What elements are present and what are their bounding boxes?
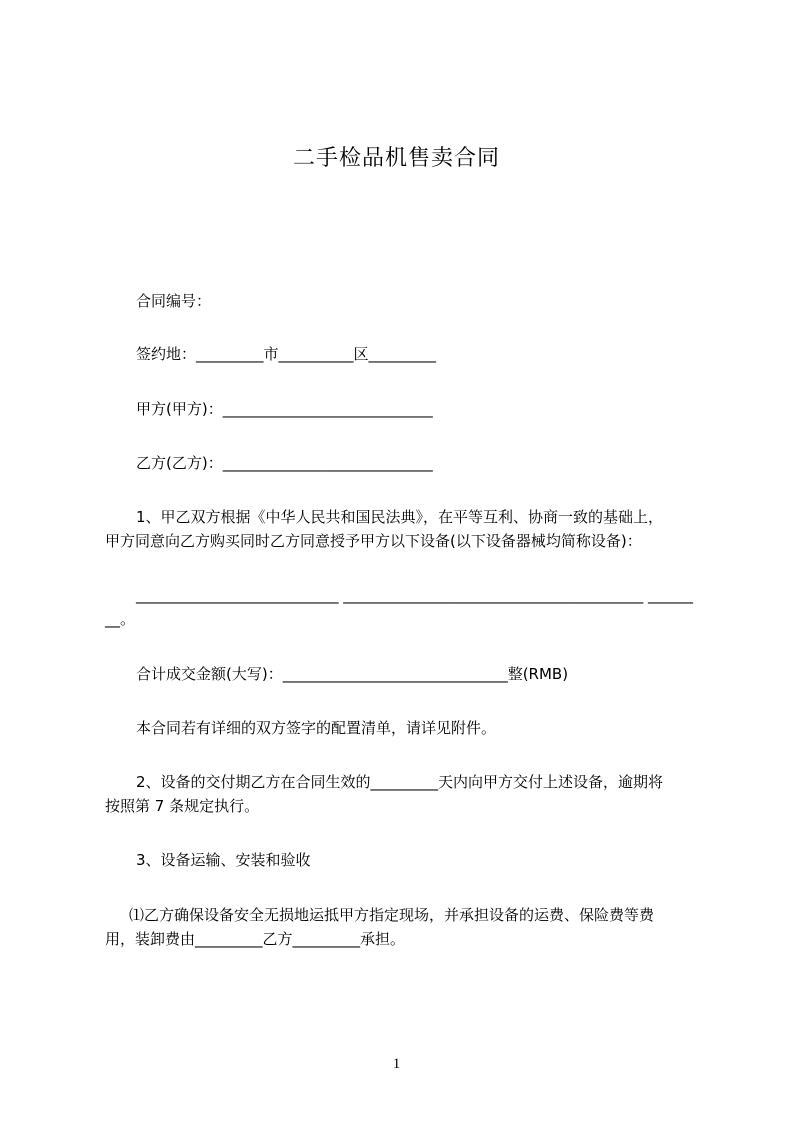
- document-title: 二手检品机售卖合同: [292, 146, 500, 171]
- clause-3-1-line-2: 用，装卸费由_________乙方_________承担。: [105, 930, 406, 948]
- equipment-blank-end: __。: [105, 610, 136, 628]
- contract-number-line: 合同编号：: [136, 292, 212, 310]
- clause-2-line-2: 按照第 7 条规定执行。: [105, 797, 260, 815]
- party-b-line: 乙方(乙方)：____________________________: [136, 454, 433, 472]
- clause-3-1-line-1: ⑴乙方确保设备安全无损地运抵甲方指定现场，并承担设备的运费、保险费等费: [129, 906, 655, 924]
- config-list-line: 本合同若有详细的双方签字的配置清单，请详见附件。: [136, 719, 497, 737]
- total-amount-line: 合计成交金额(大写)：______________________________整(RMB): [136, 665, 569, 683]
- clause-2-line-1: 2、设备的交付期乙方在合同生效的_________天内向甲方交付上述设备，逾期将: [136, 773, 664, 791]
- equipment-blank-line: ___________________________ ________________________________________ ______: [136, 586, 694, 604]
- party-a-line: 甲方(甲方)：____________________________: [136, 400, 433, 418]
- clause-1-line-1: 1、甲乙双方根据《中华人民共和国民法典》，在平等互利、协商一致的基础上，: [136, 508, 664, 526]
- signing-place-line: 签约地：_________市__________区_________: [136, 345, 437, 363]
- clause-1-line-2: 甲方同意向乙方购买同时乙方同意授予甲方以下设备(以下设备器械均简称设备)：: [105, 532, 642, 550]
- page-number: 1: [392, 1056, 401, 1072]
- clause-3-heading: 3、设备运输、安装和验收: [136, 851, 311, 869]
